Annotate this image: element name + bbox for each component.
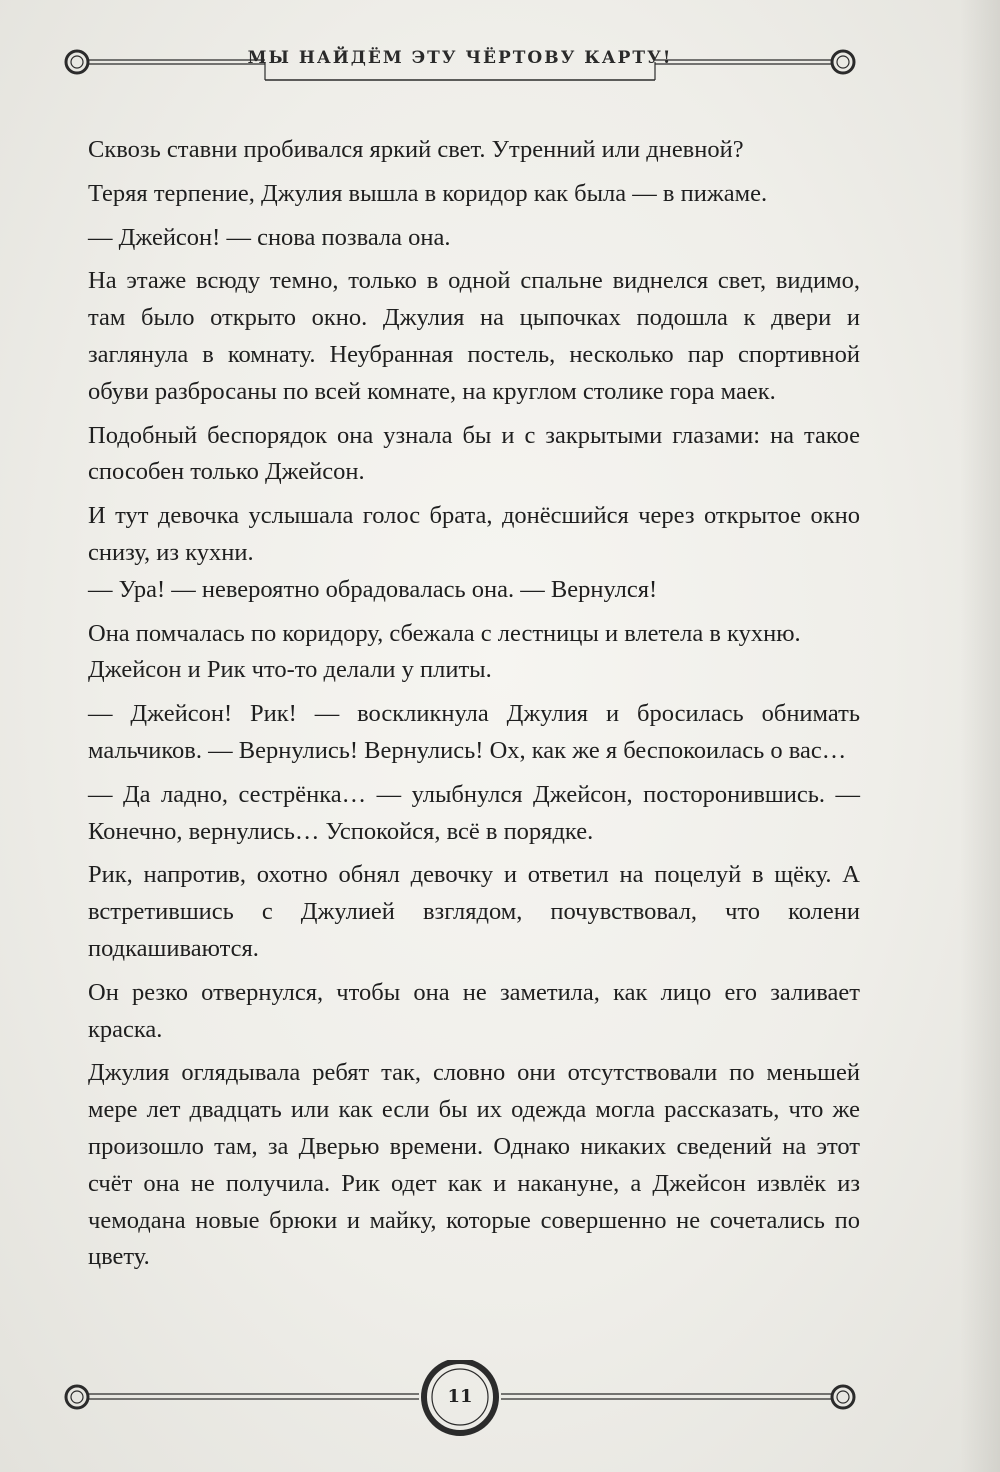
paragraph: Джулия оглядывала ребят так, словно они отсутствовали по меньшей мере лет двадцать или как если бы их одежда могла рассказать, что же произошло там, за Дверью времени. Однако никаких сведений на этот счёт она не получила. Рик одет как и накануне, а Джейсон извлёк из чемодана новые брюки и майку, которые совершенно не сочетались по цвету. [88,1059,860,1271]
paragraph: Она помчалась по коридору, сбежала с лестницы и влетела в кухню. [88,619,801,647]
paragraph: — Джейсон! Рик! — воскликнула Джулия и бросилась обнимать мальчиков. — Вернулись! Вернулись! Ох, как же я беспокоилась о вас… [88,700,860,764]
paragraph: Теряя терпение, Джулия вышла в коридор как была — в пижаме. [88,179,768,207]
body-text [88,132,860,1276]
paragraph: И тут девочка услышала голос брата, донёсшийся через открытое окно снизу, из кухни. [88,502,860,566]
page-footer [55,1360,865,1440]
paragraph: — Джейсон! — снова позвала она. [88,223,451,251]
paragraph: Он резко отвернулся, чтобы она не заметила, как лицо его заливает краска. [88,978,860,1043]
paragraph: Джейсон и Рик что-то делали у плиты. [88,656,492,684]
paragraph: Сквозь ставни пробивался яркий свет. Утренний или дневной? [88,136,744,163]
page-number: 11 [447,1386,473,1407]
paragraph: — Да ладно, сестрёнка… — улыбнулся Джейсон, посторонившись. — Конечно, вернулись… Успокойся, всё в порядке. [88,780,860,845]
paragraph: На этаже всюду темно, только в одной спальне виднелся свет, видимо, там было открыто окно. Джулия на цыпочках подошла к двери и заглянула в комнату. Неубранная постель, несколько пар спортивной обуви разбросаны по всей комнате, на круглом столике гора маек. [88,267,860,405]
page-edge-shadow [960,0,1000,1472]
paragraph: — Ура! — невероятно обрадовалась она. — Вернулся! [88,575,658,603]
paragraph: Рик, напротив, охотно обнял девочку и ответил на поцелуй в щёку. А встретившись с Джулией взглядом, почувствовал, что колени подкашиваются. [88,861,860,962]
paragraph: Подобный беспорядок она узнала бы и с закрытыми глазами: на такое способен только Джейсон. [88,421,860,486]
page-header [55,40,865,84]
running-head: МЫ НАЙДЁМ ЭТУ ЧЁРТОВУ КАРТУ! [247,48,673,68]
